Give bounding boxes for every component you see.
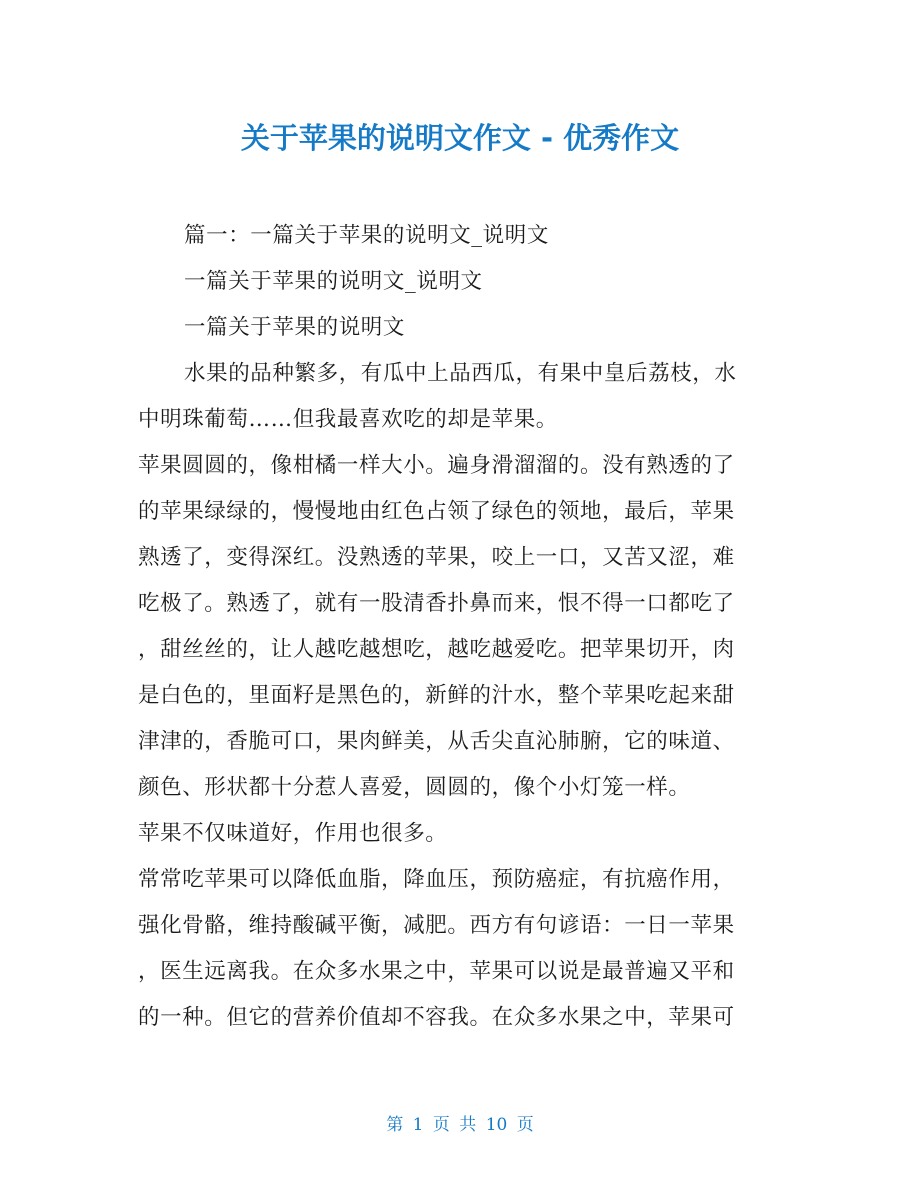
paragraph-line: 的苹果绿绿的，慢慢地由红色占领了绿色的领地，最后，苹果 [138, 499, 735, 524]
paragraph-line: 篇一：一篇关于苹果的说明文_说明文 [184, 223, 549, 248]
paragraph-line: 津津的，香脆可口，果肉鲜美，从舌尖直沁肺腑，它的味道、 [138, 729, 735, 754]
paragraph-line: 一篇关于苹果的说明文 [184, 315, 406, 340]
paragraph-line: 一篇关于苹果的说明文_说明文 [184, 269, 483, 294]
paragraph-line: 强化骨骼，维持酸碱平衡，减肥。西方有句谚语：一日一苹果 [138, 913, 735, 938]
paragraph-line: 苹果不仅味道好，作用也很多。 [138, 821, 448, 846]
paragraph-line: ，甜丝丝的，让人越吃越想吃，越吃越爱吃。把苹果切开，肉 [138, 637, 735, 662]
document-title: 关于苹果的说明文作文 - 优秀作文 [240, 121, 680, 155]
paragraph-line: 吃极了。熟透了，就有一股清香扑鼻而来，恨不得一口都吃了 [138, 591, 735, 616]
paragraph-line: 水果的品种繁多，有瓜中上品西瓜，有果中皇后荔枝，水 [184, 361, 737, 386]
paragraph-line: ，医生远离我。在众多水果之中，苹果可以说是最普遍又平和 [138, 959, 735, 984]
paragraph-line: 中明珠葡萄……但我最喜欢吃的却是苹果。 [138, 407, 558, 432]
paragraph-line: 苹果圆圆的，像柑橘一样大小。遍身滑溜溜的。没有熟透的了 [138, 453, 735, 478]
paragraph-line: 颜色、形状都十分惹人喜爱，圆圆的，像个小灯笼一样。 [138, 775, 691, 800]
page-number-footer: 第 1 页 共 10 页 [386, 1115, 534, 1135]
paragraph-line: 的一种。但它的营养价值却不容我。在众多水果之中，苹果可 [138, 1005, 735, 1030]
paragraph-line: 常常吃苹果可以降低血脂，降血压，预防癌症，有抗癌作用， [138, 867, 735, 892]
paragraph-line: 熟透了，变得深红。没熟透的苹果，咬上一口，又苦又涩，难 [138, 545, 735, 570]
document-body [138, 213, 786, 1041]
paragraph-line: 是白色的，里面籽是黑色的，新鲜的汁水，整个苹果吃起来甜 [138, 683, 735, 708]
